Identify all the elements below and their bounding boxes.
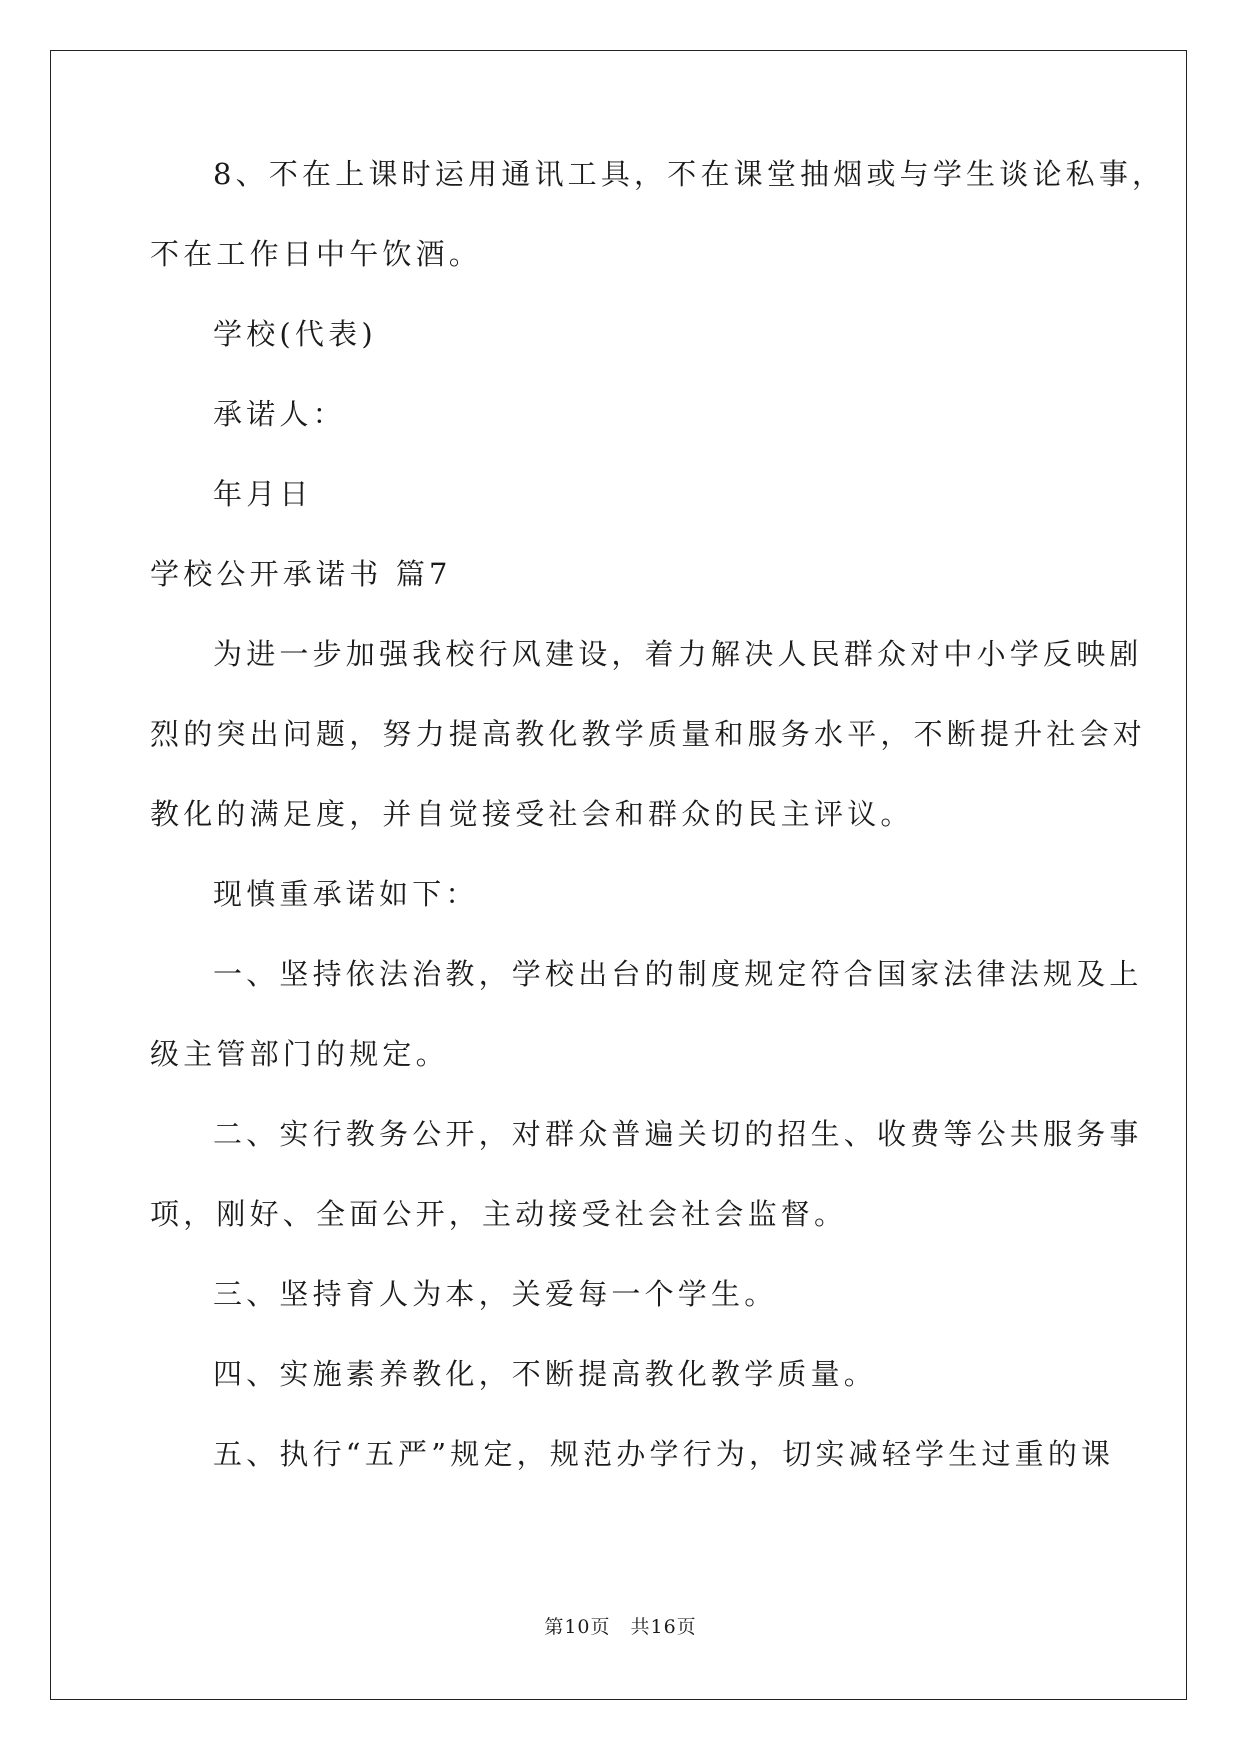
paragraph-line: 三、坚持育人为本，关爱每一个学生。 bbox=[213, 1277, 778, 1311]
paragraph-line: 教化的满足度，并自觉接受社会和群众的民主评议。 bbox=[150, 797, 914, 831]
section-heading: 学校公开承诺书 篇7 bbox=[150, 557, 452, 591]
paragraph-line: 项，刚好、全面公开，主动接受社会社会监督。 bbox=[150, 1197, 848, 1231]
paragraph-line: 级主管部门的规定。 bbox=[150, 1037, 449, 1071]
paragraph-line: 四、实施素养教化，不断提高教化教学质量。 bbox=[213, 1357, 878, 1391]
paragraph-line: 学校(代表) bbox=[213, 317, 377, 351]
paragraph-line: 现慎重承诺如下： bbox=[213, 877, 479, 911]
paragraph-line: 不在工作日中午饮酒。 bbox=[150, 237, 483, 271]
paragraph-line: 为进一步加强我校行风建设，着力解决人民群众对中小学反映剧 bbox=[213, 637, 1143, 671]
paragraph-line: 一、坚持依法治教，学校出台的制度规定符合国家法律法规及上 bbox=[213, 957, 1143, 991]
paragraph-line: 年月日 bbox=[213, 477, 313, 511]
paragraph-line: 五、执行“五严”规定，规范办学行为，切实减轻学生过重的课 bbox=[213, 1437, 1115, 1471]
page-footer bbox=[0, 1612, 1241, 1639]
paragraph-line: 烈的突出问题，努力提高教化教学质量和服务水平，不断提升社会对 bbox=[150, 717, 1147, 751]
page-total: 共16页 bbox=[630, 1616, 697, 1638]
page-number: 第10页 bbox=[544, 1616, 611, 1638]
paragraph-line: 8、不在上课时运用通讯工具，不在课堂抽烟或与学生谈论私事， bbox=[213, 157, 1166, 191]
paragraph-line: 二、实行教务公开，对群众普遍关切的招生、收费等公共服务事 bbox=[213, 1117, 1143, 1151]
paragraph-line: 承诺人： bbox=[213, 397, 346, 431]
